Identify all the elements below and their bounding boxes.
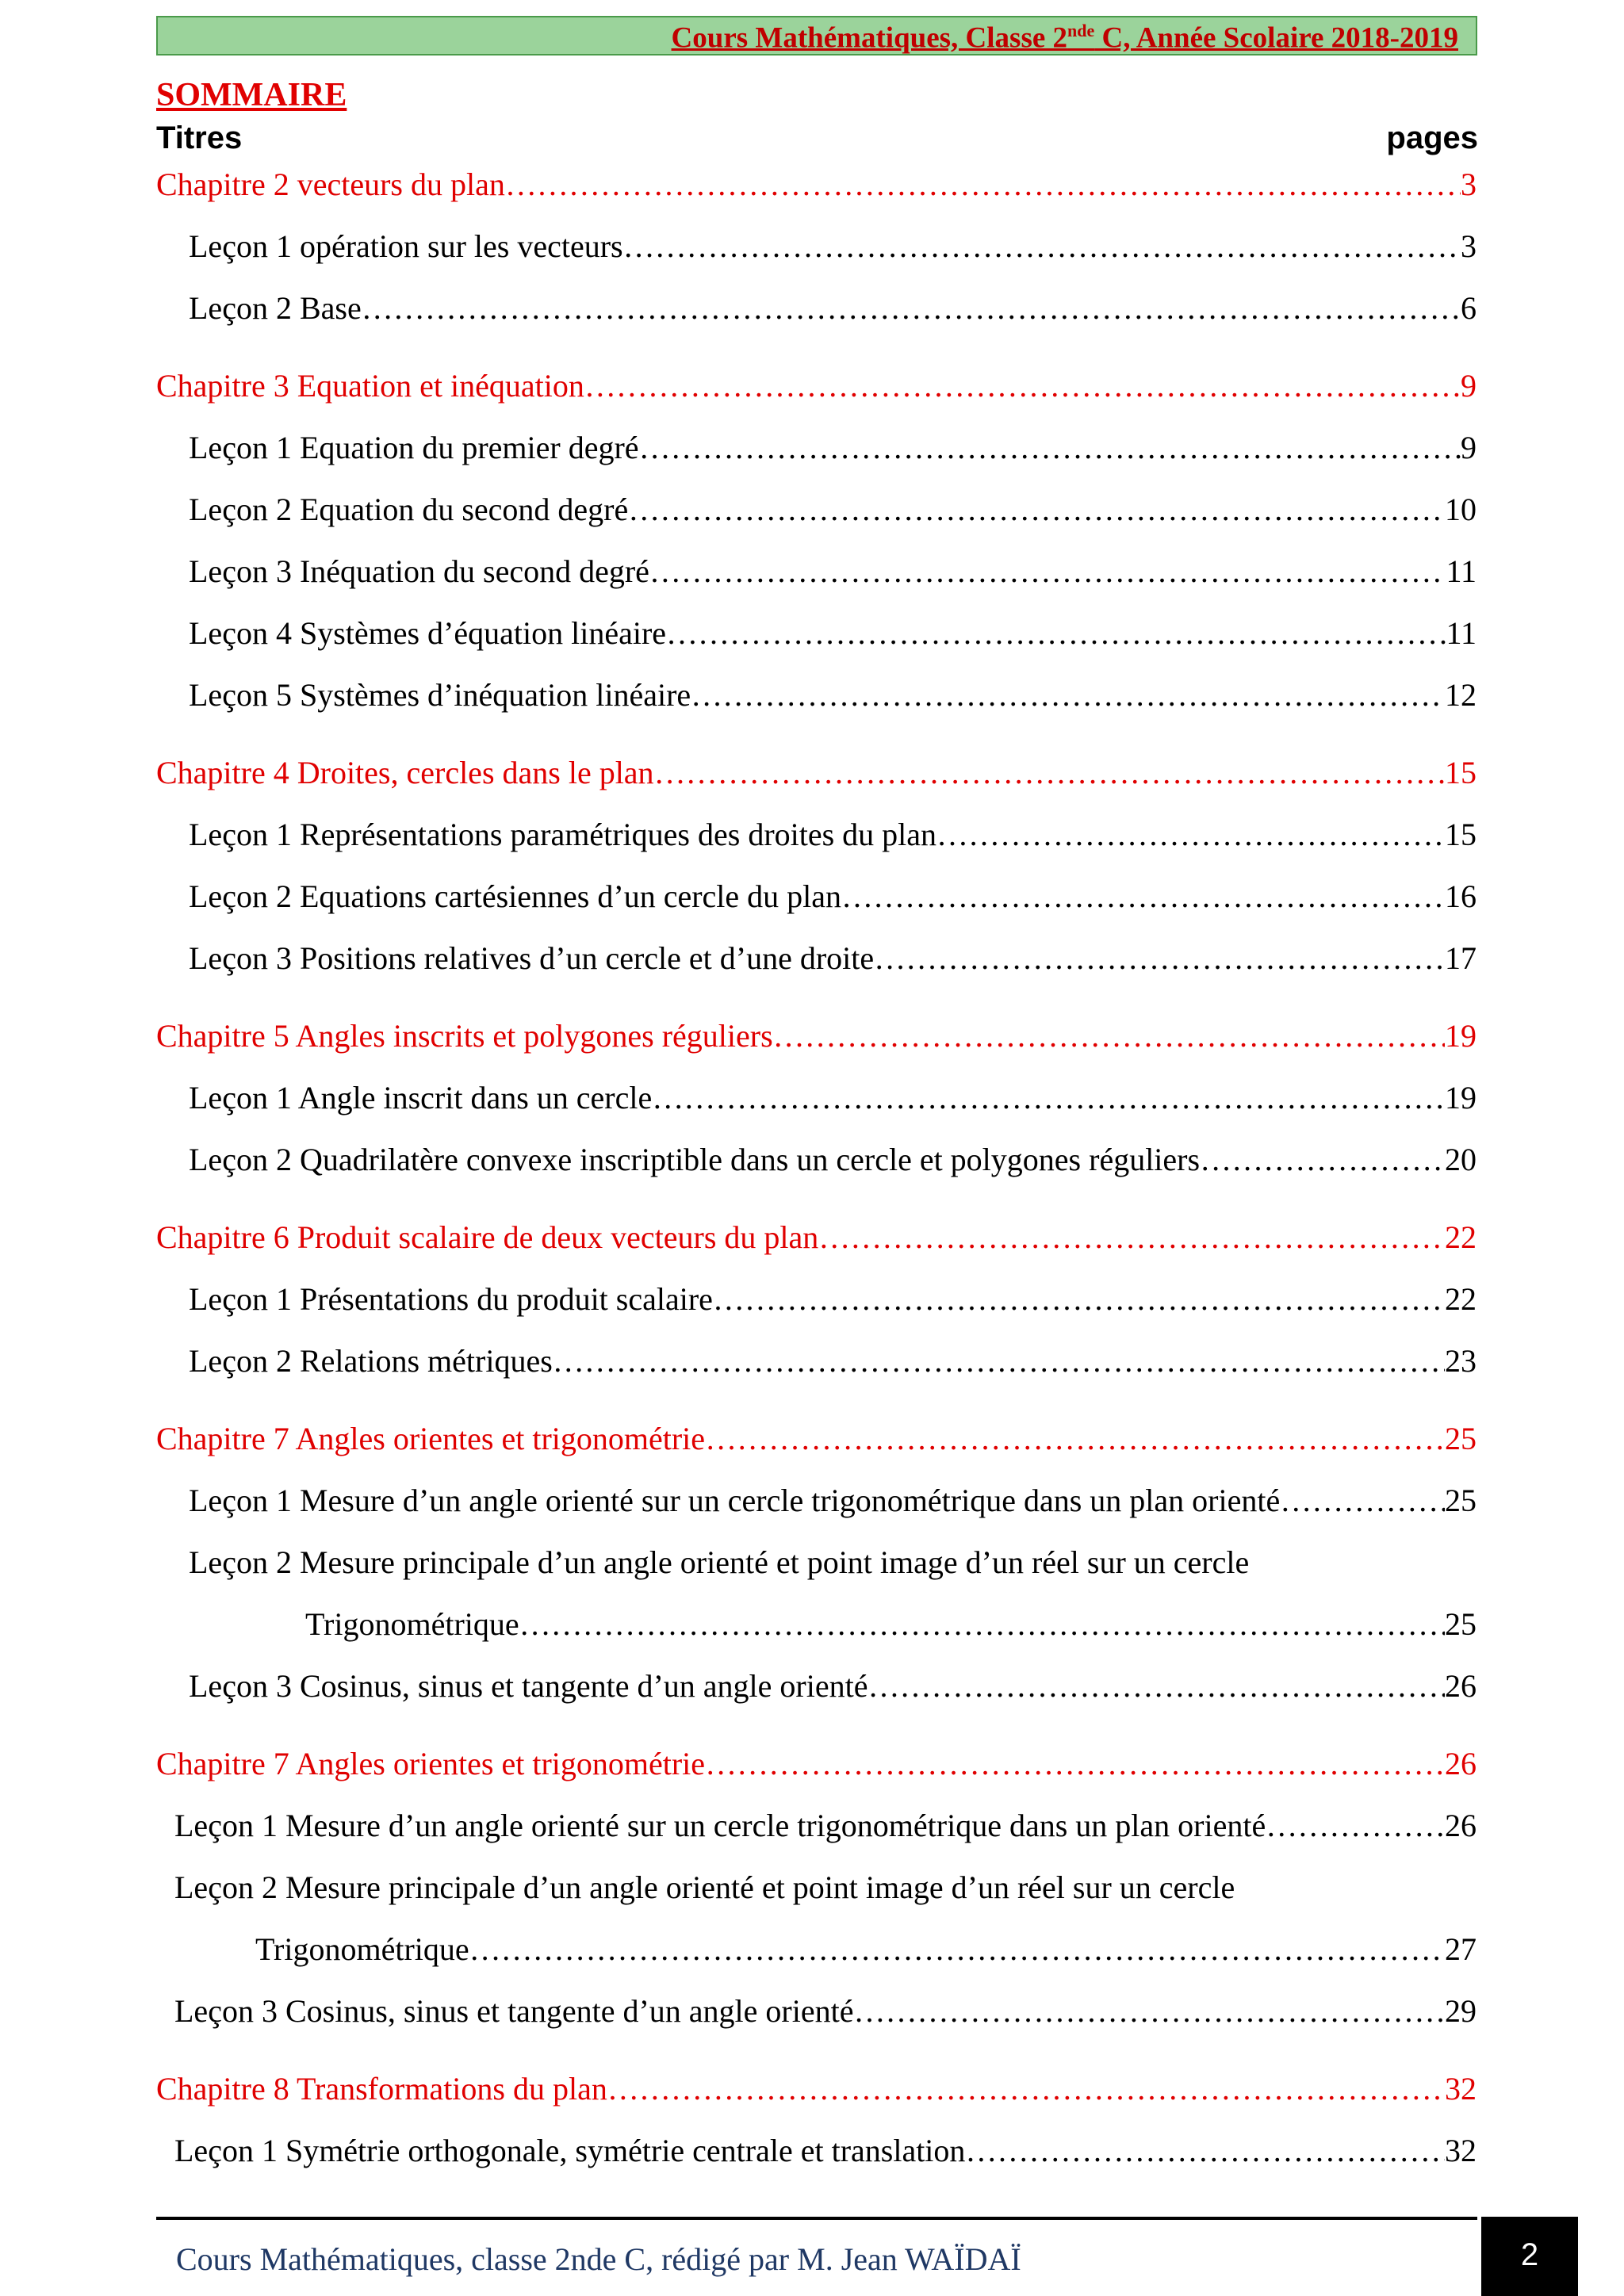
- toc-page-number: 10: [1445, 492, 1477, 527]
- toc-page-number: 17: [1445, 940, 1477, 976]
- toc-lesson-entry[interactable]: [189, 1341, 1477, 1381]
- toc-lesson-entry[interactable]: [189, 428, 1477, 468]
- toc-page-number: 3: [1461, 228, 1477, 264]
- toc-lesson-entry[interactable]: [189, 490, 1477, 530]
- toc-entry-title: Leçon 1 Mesure d’un angle orienté sur un cercle trigonométrique dans un plan orienté: [189, 1483, 1281, 1518]
- toc-entry-title: Leçon 5 Systèmes d’inéquation linéaire: [189, 677, 691, 713]
- toc-leader-dots: [362, 289, 1461, 328]
- toc-leader-dots: [868, 1667, 1445, 1706]
- toc-page-number: 25: [1445, 1483, 1477, 1518]
- toc-entry-title: Leçon 4 Systèmes d’équation linéaire: [189, 615, 667, 651]
- toc-leader-dots: [584, 366, 1461, 406]
- toc-chapter-entry[interactable]: [156, 165, 1477, 205]
- toc-page-number: 3: [1461, 166, 1477, 202]
- toc-lesson-entry[interactable]: [189, 1667, 1477, 1706]
- toc-entry-title: Leçon 2 Equation du second degré: [189, 492, 629, 527]
- toc-leader-dots: [713, 1280, 1445, 1319]
- toc-page-number: 9: [1461, 368, 1477, 404]
- toc-leader-dots: [607, 2069, 1445, 2109]
- toc-lesson-entry[interactable]: [174, 1806, 1477, 1846]
- toc-lesson-entry[interactable]: [189, 815, 1477, 855]
- toc-page-number: 12: [1445, 677, 1477, 713]
- toc-entry-title: Leçon 3 Inéquation du second degré: [189, 553, 649, 589]
- toc-leader-dots: [652, 1078, 1445, 1118]
- toc-page-number: 22: [1445, 1281, 1477, 1317]
- toc-page-number: 15: [1445, 755, 1477, 790]
- toc-lesson-entry[interactable]: [189, 614, 1477, 653]
- page-number: 2: [1481, 2217, 1578, 2296]
- toc-page-number: 20: [1445, 1142, 1477, 1177]
- toc-page-number: 29: [1445, 1993, 1477, 2029]
- toc-leader-dots: [623, 227, 1461, 266]
- toc-page-number: 19: [1445, 1018, 1477, 1054]
- toc-leader-dots: [649, 552, 1446, 591]
- toc-chapter-entry[interactable]: [156, 366, 1477, 406]
- toc-entry-title: Leçon 3 Cosinus, sinus et tangente d’un angle orienté: [174, 1993, 854, 2029]
- toc-lesson-entry[interactable]: [174, 1992, 1477, 2031]
- toc-entry-title: Leçon 3 Cosinus, sinus et tangente d’un angle orienté: [189, 1668, 868, 1704]
- toc-lesson-entry[interactable]: [189, 1140, 1477, 1180]
- toc-leader-dots: [818, 1218, 1445, 1257]
- toc-entry-title: Chapitre 4 Droites, cercles dans le plan: [156, 755, 654, 790]
- toc-leader-dots: [705, 1744, 1445, 1784]
- toc-lesson-entry[interactable]: [189, 1280, 1477, 1319]
- toc-chapter-entry[interactable]: [156, 1419, 1477, 1459]
- toc-page-number: 26: [1445, 1668, 1477, 1704]
- toc-entry-title: Leçon 2 Relations métriques: [189, 1343, 553, 1379]
- titres-column-label: Titres: [156, 121, 243, 155]
- toc-entry-title: Leçon 2 Base: [189, 290, 362, 326]
- toc-chapter-entry[interactable]: [156, 1016, 1477, 1056]
- toc-page-number: 6: [1461, 290, 1477, 326]
- toc-lesson-entry[interactable]: [189, 1481, 1477, 1521]
- toc-chapter-entry[interactable]: [156, 753, 1477, 793]
- toc-lesson-entry[interactable]: [189, 552, 1477, 591]
- toc-lesson-entry[interactable]: [174, 2131, 1477, 2171]
- toc-leader-dots: [691, 675, 1445, 715]
- toc-entry-title: Leçon 1 Symétrie orthogonale, symétrie centrale et translation: [174, 2133, 966, 2168]
- toc-page-number: 22: [1445, 1219, 1477, 1255]
- toc-leader-dots: [1280, 1481, 1445, 1521]
- toc-entry-title: Leçon 1 Equation du premier degré: [189, 430, 639, 465]
- toc-page-number: 26: [1445, 1808, 1477, 1843]
- toc-entry-title: Chapitre 2 vecteurs du plan: [156, 166, 505, 202]
- toc-entry-title: Chapitre 5 Angles inscrits et polygones réguliers: [156, 1018, 773, 1054]
- toc-entry-title: Leçon 2 Quadrilatère convexe inscriptible dans un cercle et polygones réguliers: [189, 1142, 1201, 1177]
- toc-leader-dots: [1200, 1140, 1445, 1180]
- toc-page-number: 15: [1445, 817, 1477, 852]
- toc-lesson-entry[interactable]: [189, 675, 1477, 715]
- toc-leader-dots: [1266, 1806, 1445, 1846]
- toc-entry-title: Leçon 3 Positions relatives d’un cercle et d’une droite: [189, 940, 875, 976]
- toc-entry-title: Chapitre 3 Equation et inéquation: [156, 368, 584, 404]
- pages-column-label: pages: [1386, 121, 1478, 155]
- toc-lesson-continuation: Trigonométrique …………………………………………………………………………………………………………………………………………………………………………………………………………… 27: [255, 1930, 1477, 1969]
- toc-page-number: 27: [1445, 1931, 1477, 1967]
- toc-chapter-entry[interactable]: [156, 1744, 1477, 1784]
- toc-lesson-line: Leçon 2 Mesure principale d’un angle orienté et point image d’un réel sur un cercle: [189, 1544, 1250, 1580]
- footer-text: Cours Mathématiques, classe 2nde C, rédigé par M. Jean WAÏDAÏ: [176, 2241, 1021, 2277]
- toc-page-number: 9: [1461, 430, 1477, 465]
- toc-leader-dots: [841, 877, 1445, 916]
- toc-leader-dots: [505, 165, 1461, 205]
- toc-leader-dots: [628, 490, 1445, 530]
- toc-entry-title: Leçon 2 Equations cartésiennes d’un cercle du plan: [189, 878, 842, 914]
- toc-leader-dots: [874, 939, 1445, 978]
- toc-lesson-entry[interactable]: [189, 939, 1477, 978]
- toc-entry-title: Chapitre 8 Transformations du plan: [156, 2071, 607, 2107]
- sommaire-heading: SOMMAIRE: [156, 77, 347, 113]
- toc-lesson-entry[interactable]: [189, 1078, 1477, 1118]
- toc-page-number: 19: [1445, 1080, 1477, 1115]
- toc-entry-title: Leçon 1 Mesure d’un angle orienté sur un cercle trigonométrique dans un plan orienté: [174, 1808, 1266, 1843]
- toc-entry-title: Leçon 1 Représentations paramétriques des droites du plan: [189, 817, 937, 852]
- toc-page-number: 11: [1446, 553, 1477, 589]
- toc-leader-dots: [773, 1016, 1445, 1056]
- toc-entry-title: Chapitre 7 Angles orientes et trigonométrie: [156, 1746, 706, 1781]
- toc-page-number: 16: [1445, 878, 1477, 914]
- toc-lesson-continuation: Trigonométrique …………………………………………………………………………………………………………………………………………………………………………………………………………… 25: [305, 1605, 1477, 1644]
- toc-page-number: 11: [1446, 615, 1477, 651]
- toc-lesson-entry[interactable]: [189, 877, 1477, 916]
- toc-lesson-entry[interactable]: [189, 289, 1477, 328]
- toc-entry-title: Chapitre 6 Produit scalaire de deux vecteurs du plan: [156, 1219, 819, 1255]
- toc-lesson-line: Leçon 2 Mesure principale d’un angle orienté et point image d’un réel sur un cercle: [174, 1869, 1235, 1905]
- toc-leader-dots: [654, 753, 1445, 793]
- toc-page-number: 32: [1445, 2071, 1477, 2107]
- toc-leader-dots: [705, 1419, 1445, 1459]
- toc-page-number: 25: [1445, 1421, 1477, 1456]
- toc-leader-dots: [853, 1992, 1445, 2031]
- toc-chapter-entry[interactable]: [156, 1218, 1477, 1257]
- toc-page-number: 32: [1445, 2133, 1477, 2168]
- toc-page-number: 26: [1445, 1746, 1477, 1781]
- toc-lesson-entry[interactable]: [189, 227, 1477, 266]
- toc-entry-title: Leçon 1 opération sur les vecteurs: [189, 228, 623, 264]
- toc-page-number: 23: [1445, 1343, 1477, 1379]
- footer-divider: [156, 2217, 1477, 2220]
- toc-entry-title: Leçon 1 Angle inscrit dans un cercle: [189, 1080, 653, 1115]
- toc-entry-title: Chapitre 7 Angles orientes et trigonométrie: [156, 1421, 706, 1456]
- toc-leader-dots: [666, 614, 1446, 653]
- toc-leader-dots: [965, 2131, 1445, 2171]
- header-title: Cours Mathématiques, Classe 2nde C, Année Scolaire 2018-2019: [671, 21, 1458, 55]
- toc-chapter-entry[interactable]: [156, 2069, 1477, 2109]
- toc-entry-title: Leçon 1 Présentations du produit scalaire: [189, 1281, 713, 1317]
- toc-leader-dots: [639, 428, 1461, 468]
- toc-page-number: 25: [1445, 1606, 1477, 1642]
- toc-leader-dots: [936, 815, 1445, 855]
- toc-leader-dots: [553, 1341, 1445, 1381]
